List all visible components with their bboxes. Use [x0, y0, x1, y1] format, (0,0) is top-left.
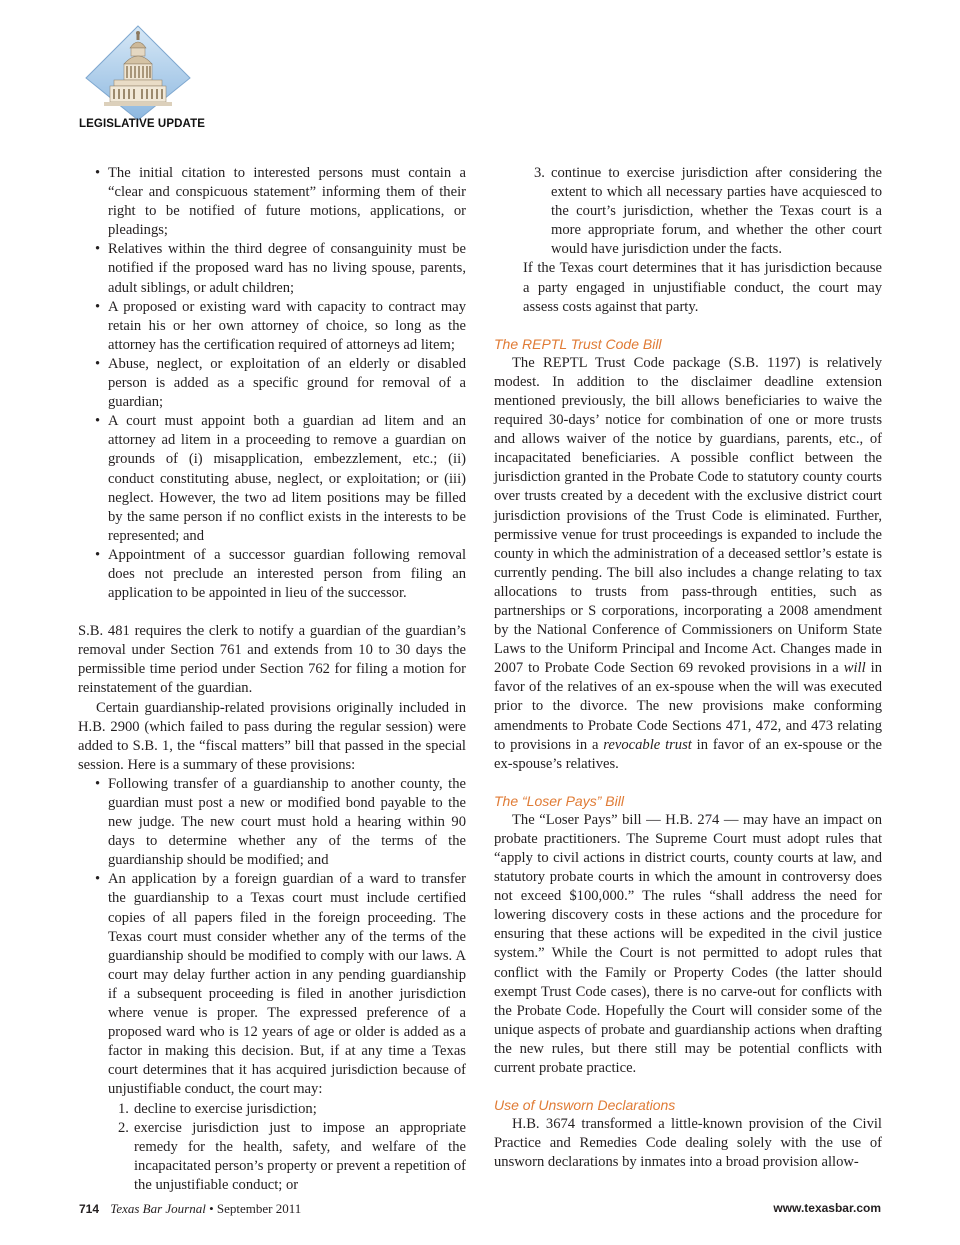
text-span: The REPTL Trust Code package (S.B. 1197) is relatively modest. In addition to the disclaimer deadline extension mentioned previously, the bill allows beneficiaries to waive the required 30-days’ notice for combination of one or more trusts and allows waiver of the notice by guardians, parents, etc., of incapacitated beneficiaries. A possible conflict between the jurisdiction granted in the Probate Code to statutory county courts over trusts created by a decedent with the exclusive district court jurisdiction provisions of the Trust Code is eliminated. Further, permissive venue for trust proceedings is expanded to include the county in which the administration of a deceased settlor’s estate is currently pending. The bill also includes a change relating to tax allocations to trusts from pass-through entities, such as partnerships or S corporations, incorporating a 2008 amendment by the National Conference of Commissioners on Uniform State Laws to the Uniform Principal and Income Act. Changes made in 2007 to Probate Code Section 69 revoked provisions in a: [494, 354, 882, 677]
section-label: LEGISLATIVE UPDATE: [79, 118, 205, 130]
text-span: in favor of an ex-spouse or the ex-spouse’s relatives.: [494, 736, 882, 772]
heading-reptl-trust-code: The REPTL Trust Code Bill: [494, 335, 662, 352]
guardianship-bullet-list-b: [78, 775, 466, 1100]
list-item: • An application by a foreign guardian of a ward to transfer the guardianship to a Texas court must include certified copies of all papers filed in the foreign proceeding. The Texas court must consider whether any of the terms of the guardianship should be modified to comply with our laws. A court may delay further action in any pending guardianship if a subsequent proceeding is filed in another jurisdiction where venue is proper. The expressed preference of a proposed ward who is 12 years of age or older is added as a factor in making this decision. But, if at any time a Texas court determines that it has acquired jurisdiction because of unjustifiable conduct, the court may:: [108, 870, 466, 1099]
paragraph-loser-pays: The “Loser Pays” bill — H.B. 274 — may have an impact on probate practitioners. The Supreme Court must adopt rules that “apply to civil actions in district courts, county courts at law, and statutory probate courts in which the amount in controversy does not exceed $100,000.” The rules “shall address the need for lowering discovery costs in these actions and the procedure for ensuring that these actions will be expedited in the civil justice system.” While the Court is not permitted to adopt rules that conflict with the Family or Property Codes (the latter should exempt Trust Code cases), there is no carve-out for conflicts with the Probate Code. Hopefully the Court will consider some of the unique aspects of probate and guardianship actions when drafting the new rules, but there still may be potential conflicts with current probate practice.: [494, 811, 882, 1077]
list-text: continue to exercise jurisdiction after considering the extent to which all necessary parties have acquiesced to the court’s jurisdiction, whether the Texas court is a more appropriate forum, and whether the other court would have jurisdiction under the facts.: [551, 165, 882, 258]
paragraph-unjustifiable-conduct: If the Texas court determines that it has jurisdiction because a party engaged in unjustifiable conduct, the court may assess costs against that party.: [523, 260, 882, 315]
list-item: • Relatives within the third degree of consanguinity must be notified if the proposed ward has no living spouse, parents, adult siblings, or adult children;: [108, 240, 466, 297]
court-options-list-continued: [494, 164, 882, 259]
footer-left: [79, 1201, 301, 1217]
texas-capitol-dome-icon: [84, 24, 192, 122]
paragraph-certain-provisions: Certain guardianship-related provisions originally included in H.B. 2900 (which failed to pass during the regular session) were added to S.B. 1, the “fiscal matters” bill that passed in the special session. Here is a summary of these provisions:: [78, 699, 466, 773]
text-span: in favor of the relatives of an ex-spouse when the will was executed prior to the divorce. The new provisions make conforming amendments to Probate Code Sections 471, 472, and 473 relating to provisions in a: [494, 660, 883, 753]
list-item: • The initial citation to interested persons must contain a “clear and conspicuous statement” informing them of their right to be notified of future motions, applications, or pleadings;: [108, 164, 466, 240]
page-number: 714: [79, 1202, 100, 1216]
guardianship-bullet-list-a: [78, 164, 466, 603]
footer-separator: •: [209, 1201, 214, 1216]
list-number: 3.: [534, 165, 545, 181]
list-number: 2.: [118, 1119, 129, 1136]
italic-term: revocable trust: [603, 736, 692, 753]
italic-term: will: [843, 660, 866, 677]
paragraph-unsworn: H.B. 3674 transformed a little-known provision of the Civil Practice and Remedies Code dealing solely with the use of unsworn declarations by inmates into a broad provision allow-: [494, 1116, 882, 1171]
left-column: [78, 164, 466, 1195]
list-item: [118, 1119, 466, 1195]
journal-name: Texas Bar Journal: [110, 1201, 206, 1216]
list-item: [534, 164, 882, 259]
list-item: • Following transfer of a guardianship to another county, the guardian must post a new or modified bond payable to the new judge. The new court must hold a hearing within 90 days to determine whether any of the terms of the guardianship should be modified; and: [108, 775, 466, 870]
list-item: • Appointment of a successor guardian following removal does not preclude an interested person from filing an application to be appointed in lieu of the successor.: [108, 546, 466, 603]
issue-date: September 2011: [216, 1201, 302, 1216]
heading-loser-pays: The “Loser Pays” Bill: [494, 792, 624, 809]
list-text: exercise jurisdiction just to impose an appropriate remedy for the health, safety, and welfare of the incapacitated person’s property or prevent a repetition of the unjustifiable conduct; or: [134, 1119, 466, 1193]
court-options-list: [78, 1100, 466, 1195]
list-item: [118, 1100, 466, 1119]
right-column: [494, 164, 882, 1172]
list-item: • A court must appoint both a guardian ad litem and an attorney ad litem in a proceeding to remove a guardian on grounds of (i) misapplication, embezzlement, etc.; (ii) conduct constituting abuse, neglect, or exploitation; or (iii) neglect. However, the two ad litem positions may be filled by the same person if no conflict exists in the interests to be represented; and: [108, 412, 466, 546]
list-item: • Abuse, neglect, or exploitation of an elderly or disabled person is added as a specific ground for removal of a guardian;: [108, 355, 466, 412]
list-number: 1.: [118, 1100, 129, 1117]
paragraph-reptl: [494, 354, 882, 774]
list-item: • A proposed or existing ward with capacity to contract may retain his or her own attorney of choice, so long as the attorney has the certification required of attorneys ad litem;: [108, 298, 466, 355]
footer-url[interactable]: www.texasbar.com: [773, 1201, 881, 1215]
list-text: decline to exercise jurisdiction;: [134, 1100, 317, 1117]
heading-unsworn-declarations: Use of Unsworn Declarations: [494, 1097, 676, 1114]
paragraph-sb481: S.B. 481 requires the clerk to notify a guardian of the guardian’s removal under Section 761 and extends from 10 to 30 days the permissible time period under Section 762 for filing a motion for reinstatement of the guardian.: [78, 623, 466, 697]
